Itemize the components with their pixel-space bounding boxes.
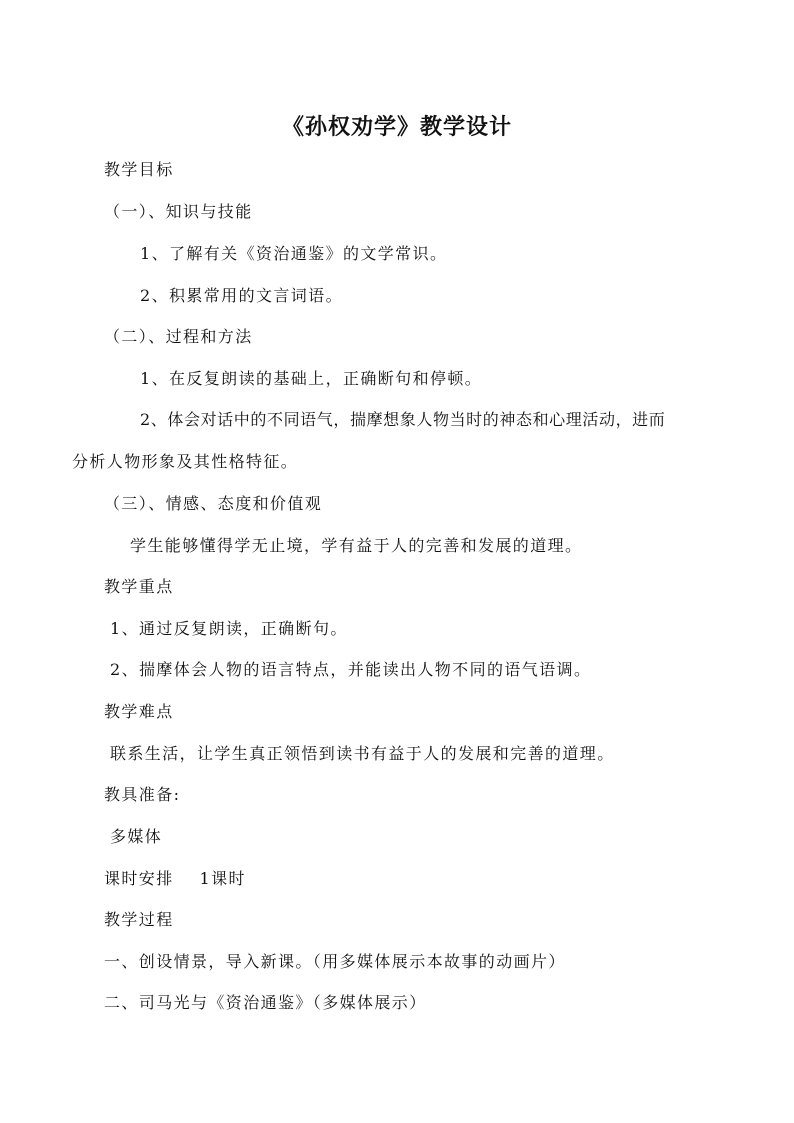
key-point-1: 1、通过反复朗读，正确断句。: [110, 619, 348, 638]
goal-item-2: 2、积累常用的文言词语。: [140, 286, 343, 305]
heading-key-points: 教学重点: [104, 577, 174, 596]
subheading-knowledge-skills: （一）、知识与技能: [104, 202, 253, 221]
subheading-process-method: （二）、过程和方法: [104, 327, 253, 346]
subheading-emotion-values: （三）、情感、态度和价值观: [104, 494, 323, 513]
heading-difficulties: 教学难点: [104, 702, 174, 721]
key-point-2: 2、揣摩体会人物的语言特点，并能读出人物不同的语气语调。: [110, 660, 592, 679]
process-step-1: 一、创设情景，导入新课。（用多媒体展示本故事的动画片）: [104, 952, 566, 971]
document-title: 《孙权劝学》教学设计: [281, 115, 512, 140]
teaching-aids-item: 多媒体: [110, 827, 163, 846]
process-item-1: 1、在反复朗读的基础上，正确断句和停顿。: [140, 369, 483, 388]
process-item-2: 2、体会对话中的不同语气，揣摩想象人物当时的神态和心理活动，进而: [140, 410, 666, 429]
emotion-item: 学生能够懂得学无止境，学有益于人的完善和发展的道理。: [130, 536, 583, 555]
heading-teaching-goals: 教学目标: [104, 160, 174, 179]
class-schedule: 课时安排 1课时: [104, 869, 246, 888]
process-item-2-continued: 分析人物形象及其性格特征。: [72, 452, 299, 471]
heading-teaching-aids: 教具准备:: [104, 785, 181, 804]
heading-teaching-process: 教学过程: [104, 910, 174, 929]
difficulty-item: 联系生活，让学生真正领悟到读书有益于人的发展和完善的道理。: [110, 744, 615, 763]
process-step-2: 二、司马光与《资治通鉴》（多媒体展示）: [104, 993, 427, 1012]
goal-item-1: 1、了解有关《资治通鉴》的文学常识。: [140, 244, 448, 263]
